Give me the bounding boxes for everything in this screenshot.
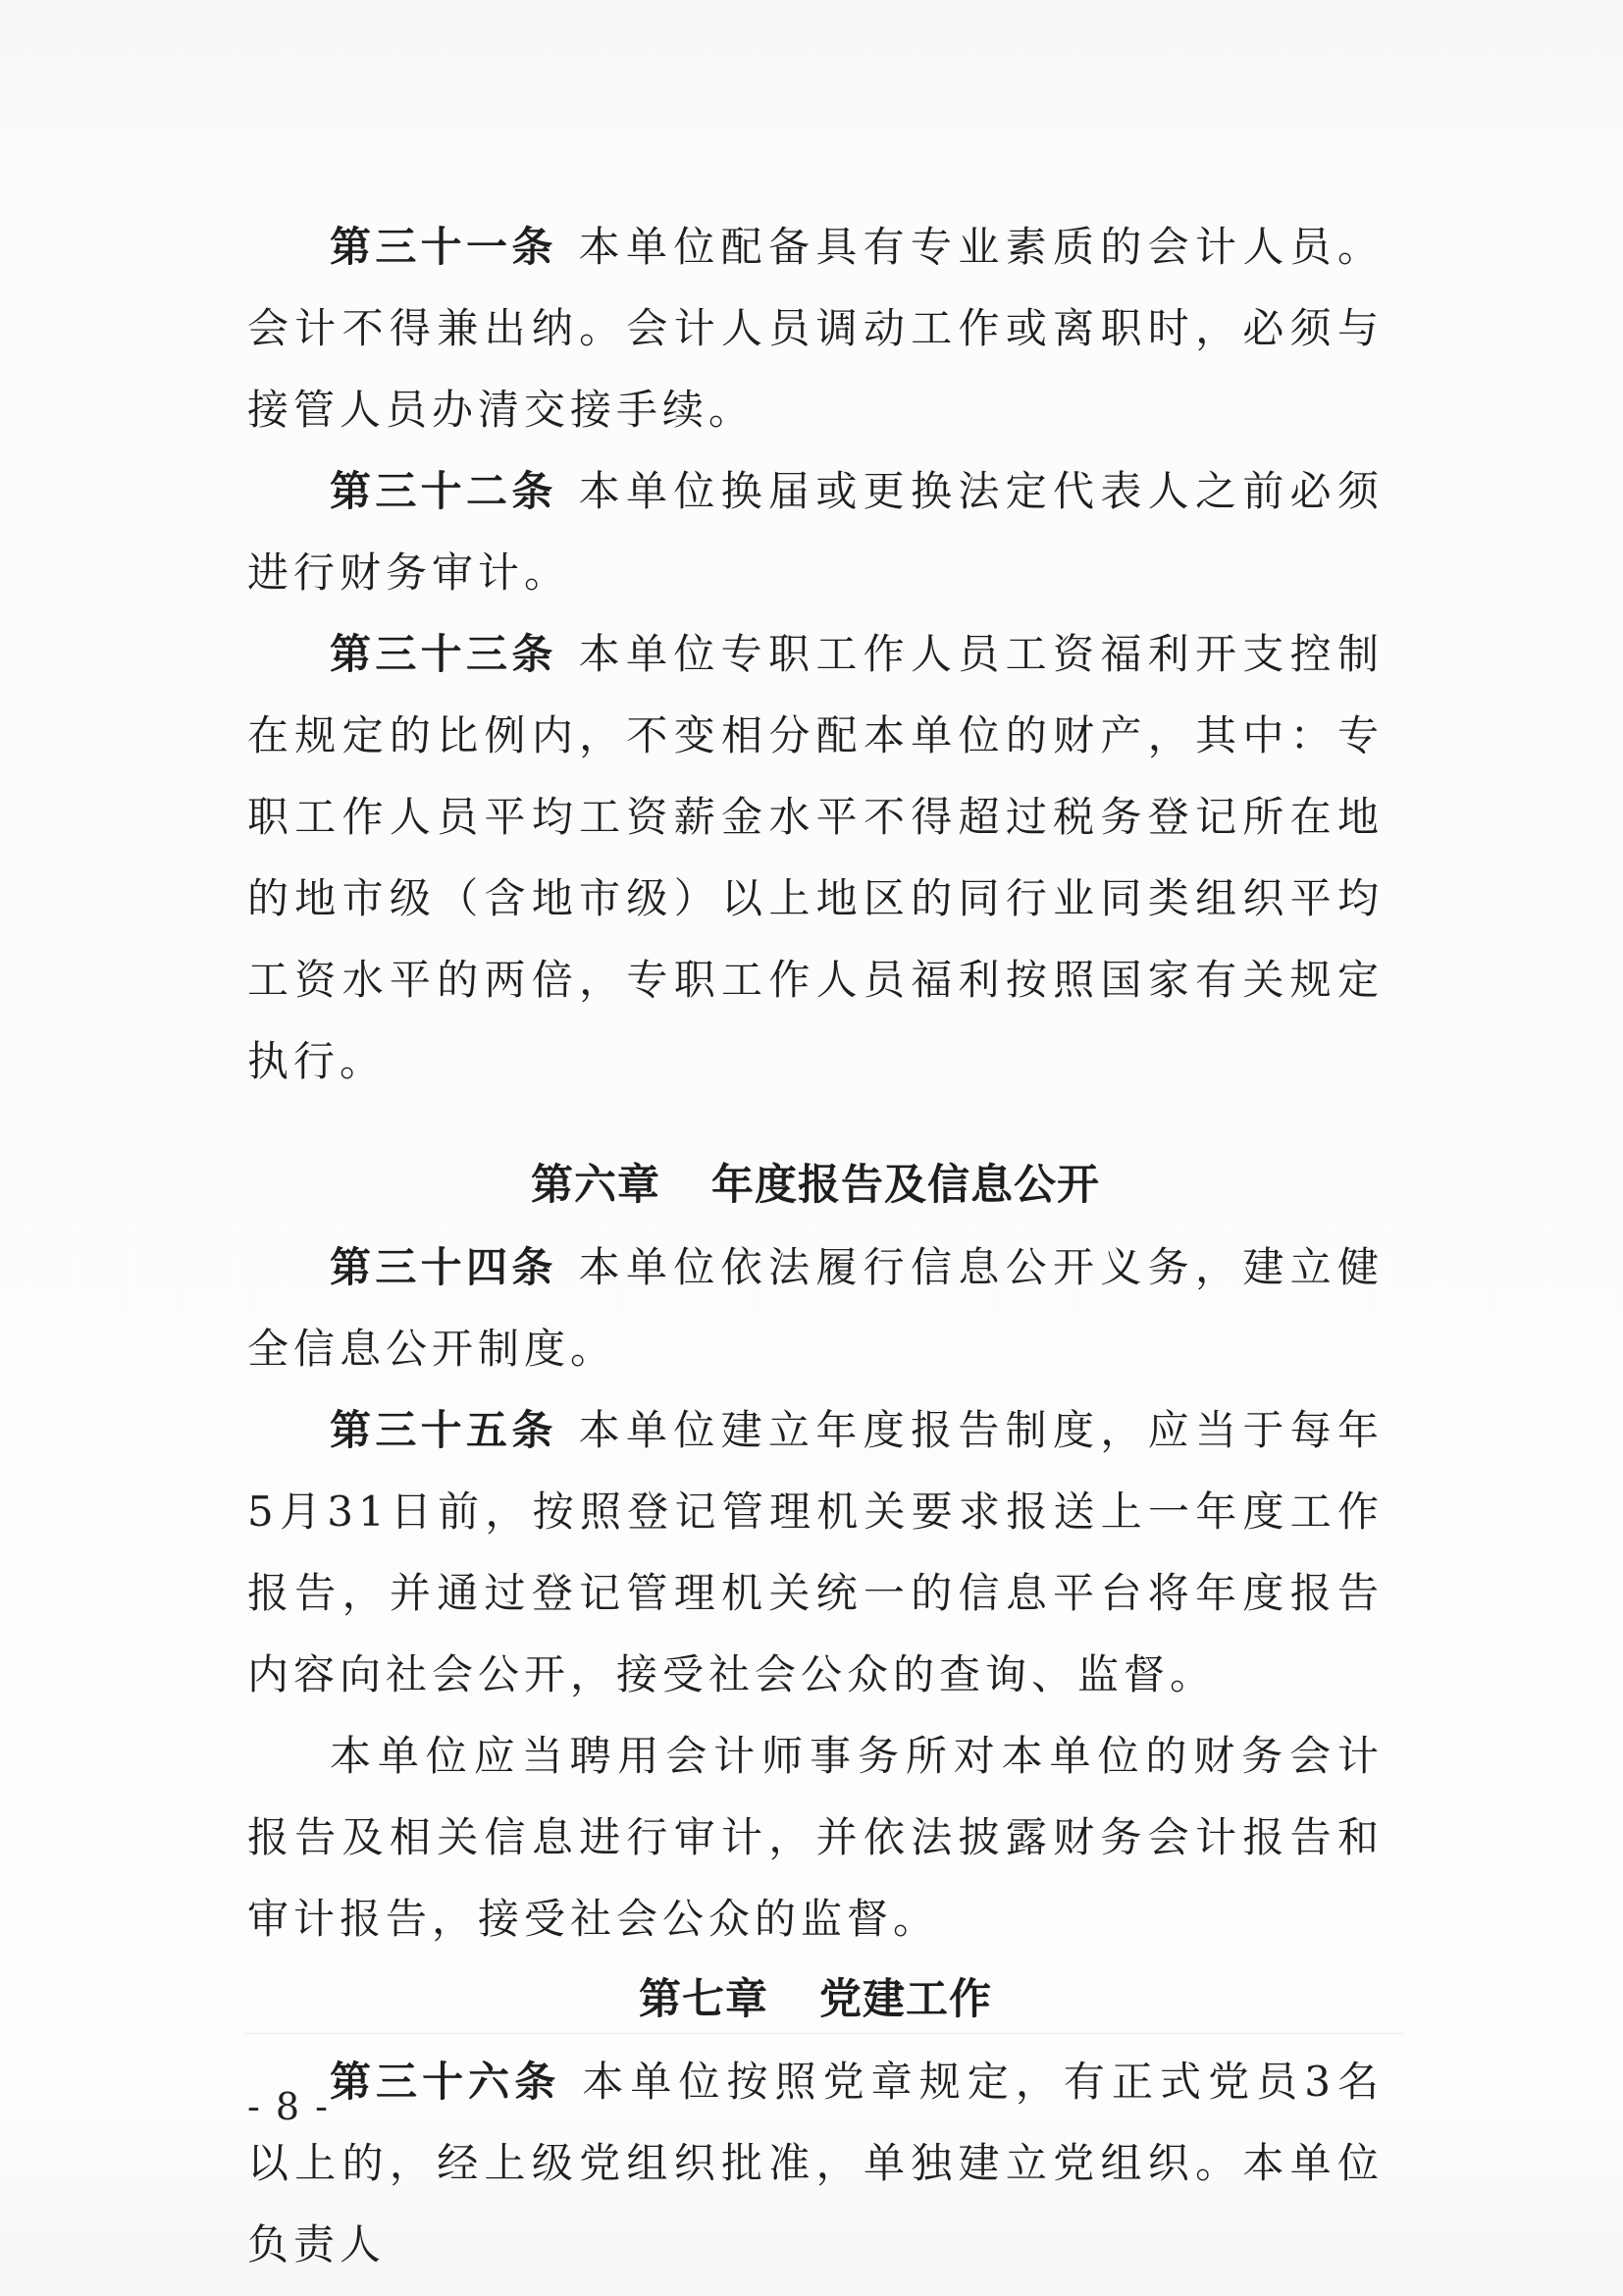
chapter-title: 年度报告及信息公开	[711, 1161, 1100, 1210]
article-text: 本单位配备具有专业素质的会计人员。会计不得兼出纳。会计人员调动工作或离职时，必须与接管人员办清交接手续。	[247, 223, 1384, 434]
article-number: 第三十六条	[330, 2058, 561, 2106]
article-text: 本单位建立年度报告制度，应当于每年5月31日前，按照登记管理机关要求报送上一年度工作报告，并通过登记管理机关统一的信息平台将年度报告内容向社会公开，接受社会公众的查询、监督。	[247, 1406, 1384, 1698]
article-number: 第三十五条	[330, 1406, 557, 1454]
article-32	[247, 450, 1384, 613]
chapter-6-heading	[247, 1145, 1384, 1226]
chapter-number: 第六章	[531, 1161, 660, 1210]
chapter-number: 第七章	[639, 1975, 768, 2024]
article-36	[247, 2041, 1384, 2285]
article-35-continuation: 本单位应当聘用会计师事务所对本单位的财务会计报告及相关信息进行审计，并依法披露财务会计报告和审计报告，接受社会公众的监督。	[247, 1732, 1384, 1943]
article-text: 本单位按照党章规定，有正式党员3名以上的，经上级党组织批准，单独建立党组织。本单位负责人	[247, 2058, 1384, 2269]
chapter-title: 党建工作	[819, 1975, 992, 2024]
article-number: 第三十三条	[330, 630, 557, 678]
document-body	[247, 206, 1384, 2285]
article-text: 本单位依法履行信息公开义务，建立健全信息公开制度。	[247, 1243, 1384, 1373]
article-number: 第三十四条	[330, 1243, 557, 1291]
article-text: 本单位专职工作人员工资福利开支控制在规定的比例内，不变相分配本单位的财产，其中：专职工作人员平均工资薪金水平不得超过税务登记所在地的地市级（含地市级）以上地区的同行业同类组织平均工资水平的两倍，专职工作人员福利按照国家有关规定执行。	[247, 630, 1384, 1085]
article-31	[247, 206, 1384, 450]
page-number: - 8 -	[247, 2085, 331, 2128]
article-33	[247, 613, 1384, 1102]
article-text: 本单位换届或更换法定代表人之前必须进行财务审计。	[247, 467, 1384, 597]
chapter-7-heading	[247, 1959, 1384, 2041]
article-number: 第三十二条	[330, 467, 557, 515]
article-number: 第三十一条	[330, 223, 557, 271]
article-34	[247, 1226, 1384, 1389]
article-35	[247, 1389, 1384, 1715]
